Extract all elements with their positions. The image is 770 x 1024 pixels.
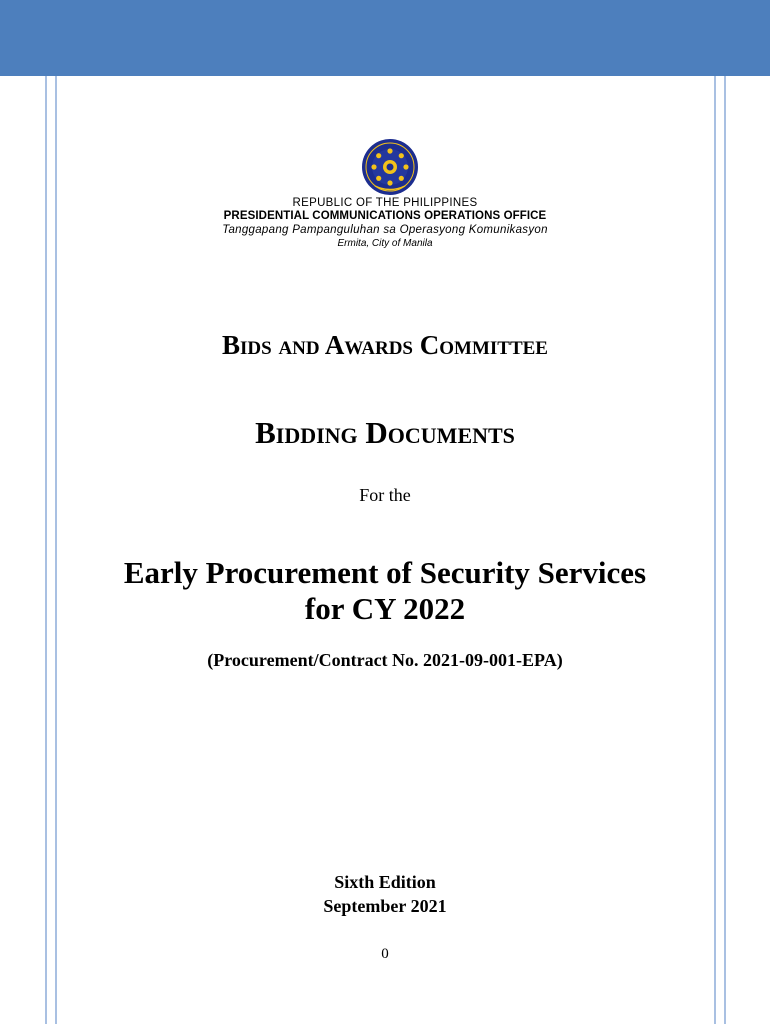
republic-heading: REPUBLIC OF THE PHILIPPINES bbox=[292, 197, 478, 209]
pcoo-seal-icon bbox=[361, 138, 419, 196]
office-name: PRESIDENTIAL COMMUNICATIONS OPERATIONS OFFICE bbox=[223, 210, 547, 222]
document-title: Bidding Documents bbox=[255, 415, 515, 450]
for-the-label: For the bbox=[359, 485, 411, 505]
project-title-line1: Early Procurement of Security Services bbox=[123, 555, 647, 590]
page-number: 0 bbox=[381, 946, 389, 962]
contract-number: (Procurement/Contract No. 2021-09-001-EPA) bbox=[207, 650, 563, 670]
office-location: Ermita, City of Manila bbox=[337, 238, 433, 249]
edition-label: Sixth Edition bbox=[334, 872, 436, 892]
office-name-filipino: Tanggapang Pampanguluhan sa Operasyong Komunikasyon bbox=[222, 224, 548, 236]
project-title bbox=[0, 555, 770, 627]
edition-block bbox=[0, 870, 770, 918]
edition-date: September 2021 bbox=[323, 896, 447, 916]
project-title-line2: for CY 2022 bbox=[304, 591, 466, 626]
header-bar bbox=[0, 0, 770, 76]
committee-title: Bids and Awards Committee bbox=[222, 330, 548, 360]
